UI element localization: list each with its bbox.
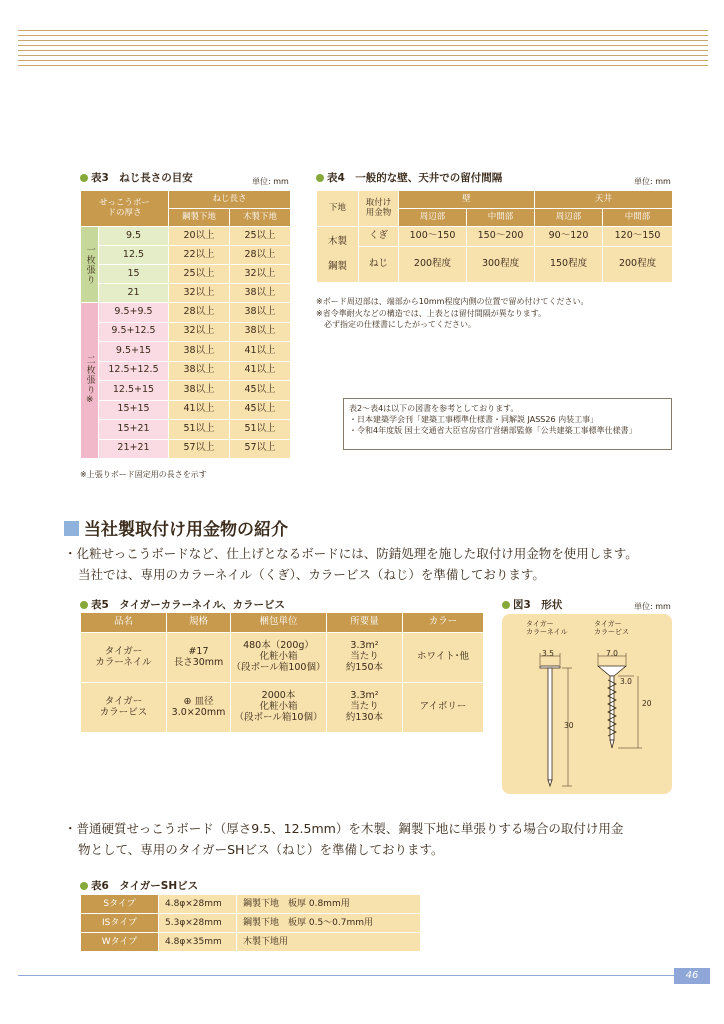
table-cell: 200程度 xyxy=(399,247,467,283)
bullet-dot-icon xyxy=(316,174,324,182)
table4-header-wall: 壁 xyxy=(399,191,535,209)
table4-header-wall-middle: 中間部 xyxy=(467,209,535,227)
reference-line-2: ・日本建築学会刊「建築工事標準仕様書・同解説 JASS26 内装工事」 xyxy=(349,415,599,425)
table4-note-1: ※ボード周辺部は、端部から10mm程度内側の位置で留め付けてください。 xyxy=(316,297,589,306)
figure3-nail-length-dim: 30 xyxy=(564,721,574,730)
table5-header-pack: 梱包単位 xyxy=(231,613,327,633)
table3-header-steel: 鋼製下地 xyxy=(169,209,230,227)
table6-use: 木製下地用 xyxy=(237,933,421,952)
table4-row-screw-label: ねじ xyxy=(359,247,399,283)
table3-group1-label: 一枚張り xyxy=(81,227,99,303)
table3 xyxy=(80,190,291,459)
figure3-unit: 単位: mm xyxy=(634,602,671,611)
table-cell: 22以上 xyxy=(169,246,230,265)
table-cell: 38以上 xyxy=(169,342,230,362)
table5-cell-requirement: 3.3m² 当たり 約150本 xyxy=(327,633,403,683)
table-cell: 41以上 xyxy=(169,400,230,420)
table5-header-spec: 規格 xyxy=(167,613,231,633)
table3-header-thickness: せっこうボードの厚さ xyxy=(81,191,169,227)
figure3-screw-dia-dim: 3.0 xyxy=(620,677,632,686)
table3-group2-label: 二枚張り※ xyxy=(81,303,99,459)
nail-shape xyxy=(540,666,560,786)
table5-cell-name: タイガー カラーネイル xyxy=(81,633,167,683)
section-paragraph-2 xyxy=(64,818,623,861)
table5-cell-pack: 480本（200g） 化粧小箱 （段ボール箱100個） xyxy=(231,633,327,683)
table4-header-ceiling-perimeter: 周辺部 xyxy=(535,209,603,227)
table6-use: 鋼製下地 板厚 0.8mm用 xyxy=(237,895,421,914)
figure3-screw-label: タイガー カラービス xyxy=(594,620,629,637)
table6-size: 4.8φ×35mm xyxy=(159,933,237,952)
table4-header-ceiling-middle: 中間部 xyxy=(603,209,673,227)
reference-line-1: 表2～表4は以下の図書を参考としております。 xyxy=(349,404,519,413)
table-cell: 150程度 xyxy=(535,247,603,283)
table-cell: 57以上 xyxy=(169,439,230,459)
table-cell: 25以上 xyxy=(230,227,291,246)
table-cell: 38以上 xyxy=(230,303,291,323)
table4-base-wood: 木製 xyxy=(327,235,347,247)
table-cell: 45以上 xyxy=(230,381,291,401)
table4-header-ceiling: 天井 xyxy=(535,191,673,209)
table-cell: 21+21 xyxy=(99,439,169,459)
table-cell: 38以上 xyxy=(169,381,230,401)
bullet-dot-icon xyxy=(80,174,88,182)
bullet-dot-icon xyxy=(80,882,88,890)
table4-note-3: 必ず指定の仕様書にしたがってください。 xyxy=(316,320,476,330)
figure3-screw-length-dim: 20 xyxy=(642,699,652,708)
table-cell: 15+15 xyxy=(99,400,169,420)
table-cell: 20以上 xyxy=(169,227,230,246)
table6-size: 5.3φ×28mm xyxy=(159,914,237,933)
table-cell: 12.5+12.5 xyxy=(99,361,169,381)
table-cell: 45以上 xyxy=(230,400,291,420)
table-cell: 15 xyxy=(99,265,169,284)
table-cell: 90～120 xyxy=(535,227,603,247)
table-cell: 28以上 xyxy=(230,246,291,265)
table6-type: Sタイプ xyxy=(81,895,159,914)
table-cell: 15+21 xyxy=(99,420,169,440)
figure3-box xyxy=(502,614,672,794)
table-cell: 9.5 xyxy=(99,227,169,246)
table5-header-color: カラー xyxy=(403,613,484,633)
table4-header-fixture: 取付け用金物 xyxy=(359,191,399,227)
table5-cell-color: ホワイト･他 xyxy=(403,633,484,683)
table6-type: ISタイプ xyxy=(81,914,159,933)
table-cell: 200程度 xyxy=(603,247,673,283)
paragraph-line: ・化粧せっこうボードなど、仕上げとなるボードには、防錆処理を施した取付け用金物を使用します。 xyxy=(64,546,638,561)
table4-header-base: 下地 xyxy=(317,191,359,227)
table-cell: 12.5 xyxy=(99,246,169,265)
table4-note-2: ※省令準耐火などの構造では、上表とは留付間隔が異なります。 xyxy=(316,308,547,318)
figure3-nail-head-dim: 3.5 xyxy=(542,649,554,658)
table-cell: 100～150 xyxy=(399,227,467,247)
table-cell: 38以上 xyxy=(169,361,230,381)
table-cell: 32以上 xyxy=(169,284,230,303)
table-cell: 38以上 xyxy=(230,284,291,303)
table-cell: 9.5+12.5 xyxy=(99,322,169,342)
header-stripes xyxy=(18,30,708,70)
table4-notes xyxy=(316,296,588,331)
table3-caption: 表3 ねじ長さの目安 xyxy=(80,170,193,185)
table-cell: 57以上 xyxy=(230,439,291,459)
table-cell: 21 xyxy=(99,284,169,303)
table-cell: 120～150 xyxy=(603,227,673,247)
figure3-screw-head-dim: 7.0 xyxy=(606,649,618,658)
footer-line xyxy=(18,975,674,976)
table5-header-requirement: 所要量 xyxy=(327,613,403,633)
table-cell: 41以上 xyxy=(230,361,291,381)
table3-header-length: ねじ長さ xyxy=(169,191,291,209)
reference-line-3: ・令和4年度版 国土交通省大臣官房官庁営繕部監修「公共建築工事標準仕様書」 xyxy=(349,426,637,436)
bullet-dot-icon xyxy=(502,601,510,609)
table4-unit: 単位: mm xyxy=(634,177,671,186)
table5-cell-name: タイガー カラービス xyxy=(81,683,167,733)
table6-size: 4.8φ×28mm xyxy=(159,895,237,914)
table-cell: 9.5+9.5 xyxy=(99,303,169,323)
table5-cell-pack: 2000本 化粧小箱 （段ボール箱10個） xyxy=(231,683,327,733)
table6 xyxy=(80,894,421,952)
section-paragraph-1 xyxy=(64,543,638,586)
table5-cell-color: アイボリー xyxy=(403,683,484,733)
table3-unit: 単位: mm xyxy=(252,177,289,186)
table-cell: 25以上 xyxy=(169,265,230,284)
bullet-dot-icon xyxy=(80,601,88,609)
table5 xyxy=(80,612,484,733)
section-title: 当社製取付け用金物の紹介 xyxy=(64,515,288,540)
paragraph-line: ・普通硬質せっこうボード（厚さ9.5、12.5mm）を木製、鋼製下地に単張りする場合の取付け用金 xyxy=(64,821,624,836)
table-cell: 28以上 xyxy=(169,303,230,323)
nail-dimension xyxy=(540,653,572,786)
reference-box xyxy=(343,398,672,450)
table-cell: 12.5+15 xyxy=(99,381,169,401)
section-square-icon xyxy=(64,521,79,536)
table-cell: 38以上 xyxy=(230,322,291,342)
table5-cell-spec: #17 長さ30mm xyxy=(167,633,231,683)
page-number: 46 xyxy=(674,968,710,984)
table4-header-wall-perimeter: 周辺部 xyxy=(399,209,467,227)
table6-type: Wタイプ xyxy=(81,933,159,952)
figure3-caption: 図3 形状 xyxy=(502,597,562,612)
paragraph-line: 当社では、専用のカラーネイル（くぎ）、カラービス（ねじ）を準備しております。 xyxy=(78,567,545,583)
table4-row-nail-label: くぎ xyxy=(359,227,399,247)
table6-caption: 表6 タイガーSHビス xyxy=(80,878,198,893)
table-cell: 32以上 xyxy=(169,322,230,342)
table4-base-steel: 鋼製 xyxy=(327,260,347,272)
table-cell: 51以上 xyxy=(230,420,291,440)
table3-header-wood: 木製下地 xyxy=(230,209,291,227)
paragraph-line: 物として、専用のタイガーSHビス（ねじ）を準備しております。 xyxy=(78,842,444,858)
figure3-nail-label: タイガー カラーネイル xyxy=(526,620,568,637)
table-cell: 300程度 xyxy=(467,247,535,283)
table-cell: 32以上 xyxy=(230,265,291,284)
table-cell: 51以上 xyxy=(169,420,230,440)
table-cell: 9.5+15 xyxy=(99,342,169,362)
table6-use: 鋼製下地 板厚 0.5～0.7mm用 xyxy=(237,914,421,933)
table5-header-name: 品名 xyxy=(81,613,167,633)
table5-caption: 表5 タイガーカラーネイル、カラービス xyxy=(80,597,285,612)
table4 xyxy=(316,190,673,283)
table4-caption: 表4 一般的な壁、天井での留付間隔 xyxy=(316,170,502,185)
table-cell: 41以上 xyxy=(230,342,291,362)
table5-cell-requirement: 3.3m² 当たり 約130本 xyxy=(327,683,403,733)
table-cell: 150～200 xyxy=(467,227,535,247)
table4-base-cell xyxy=(317,227,359,283)
table3-note: ※上張りボード固定用の長さを示す xyxy=(80,470,207,479)
table5-cell-spec: ⊕ 皿径 3.0×20mm xyxy=(167,683,231,733)
